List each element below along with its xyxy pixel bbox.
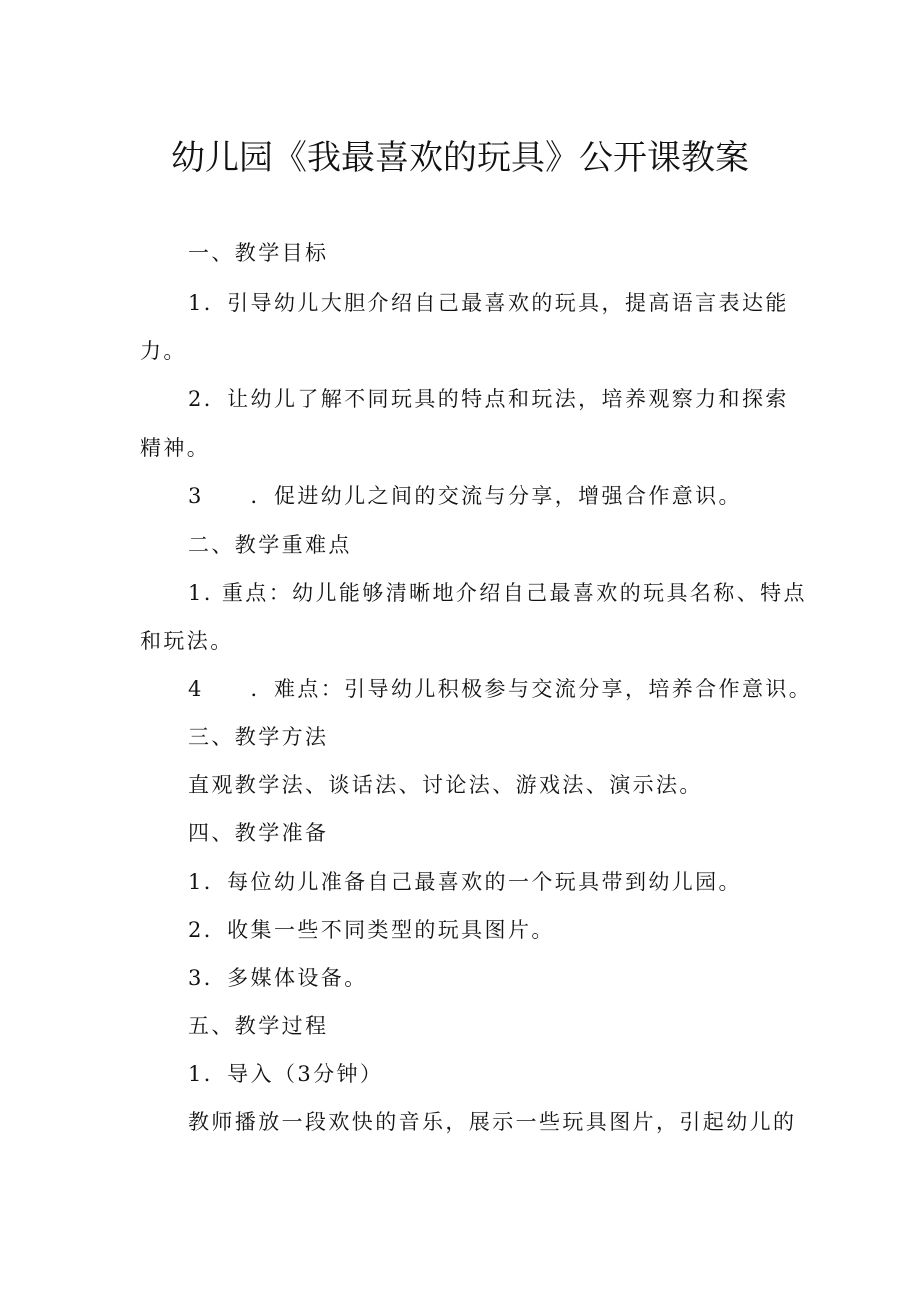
paragraph-line: 1．每位幼儿准备自己最喜欢的一个玩具带到幼儿园。: [188, 870, 742, 894]
paragraph-line: 1．引导幼儿大胆介绍自己最喜欢的玩具，提高语言表达能: [188, 291, 789, 315]
paragraph-line: 精神。: [140, 436, 211, 460]
paragraph-line: 直观教学法、谈话法、讨论法、游戏法、演示法。: [188, 773, 703, 797]
section-heading-methods: 三、教学方法: [188, 725, 329, 749]
paragraph-line: 4 ．难点：引导幼儿积极参与交流分享，培养合作意识。: [188, 677, 813, 701]
section-heading-key-points: 二、教学重难点: [188, 533, 352, 557]
paragraph-line: 2．让幼儿了解不同玩具的特点和玩法，培养观察力和探索: [188, 387, 789, 411]
paragraph-line: 1. 重点：幼儿能够清晰地介绍自己最喜欢的玩具名称、特点: [188, 581, 807, 605]
paragraph-line: 教师播放一段欢快的音乐，展示一些玩具图片，引起幼儿的: [188, 1110, 797, 1134]
paragraph-line: 3．多媒体设备。: [188, 966, 368, 990]
section-heading-objectives: 一、教学目标: [188, 241, 329, 265]
section-heading-process: 五、教学过程: [188, 1014, 329, 1038]
paragraph-line: 2．收集一些不同类型的玩具图片。: [188, 918, 555, 942]
paragraph-line: 和玩法。: [140, 629, 234, 653]
document-title: 幼儿园《我最喜欢的玩具》公开课教案: [171, 138, 749, 178]
paragraph-line: 3 ．促进幼儿之间的交流与分享，增强合作意识。: [188, 484, 742, 508]
paragraph-line: 1．导入（3分钟）: [188, 1062, 384, 1086]
paragraph-line: 力。: [140, 339, 187, 363]
section-heading-preparation: 四、教学准备: [188, 821, 329, 845]
